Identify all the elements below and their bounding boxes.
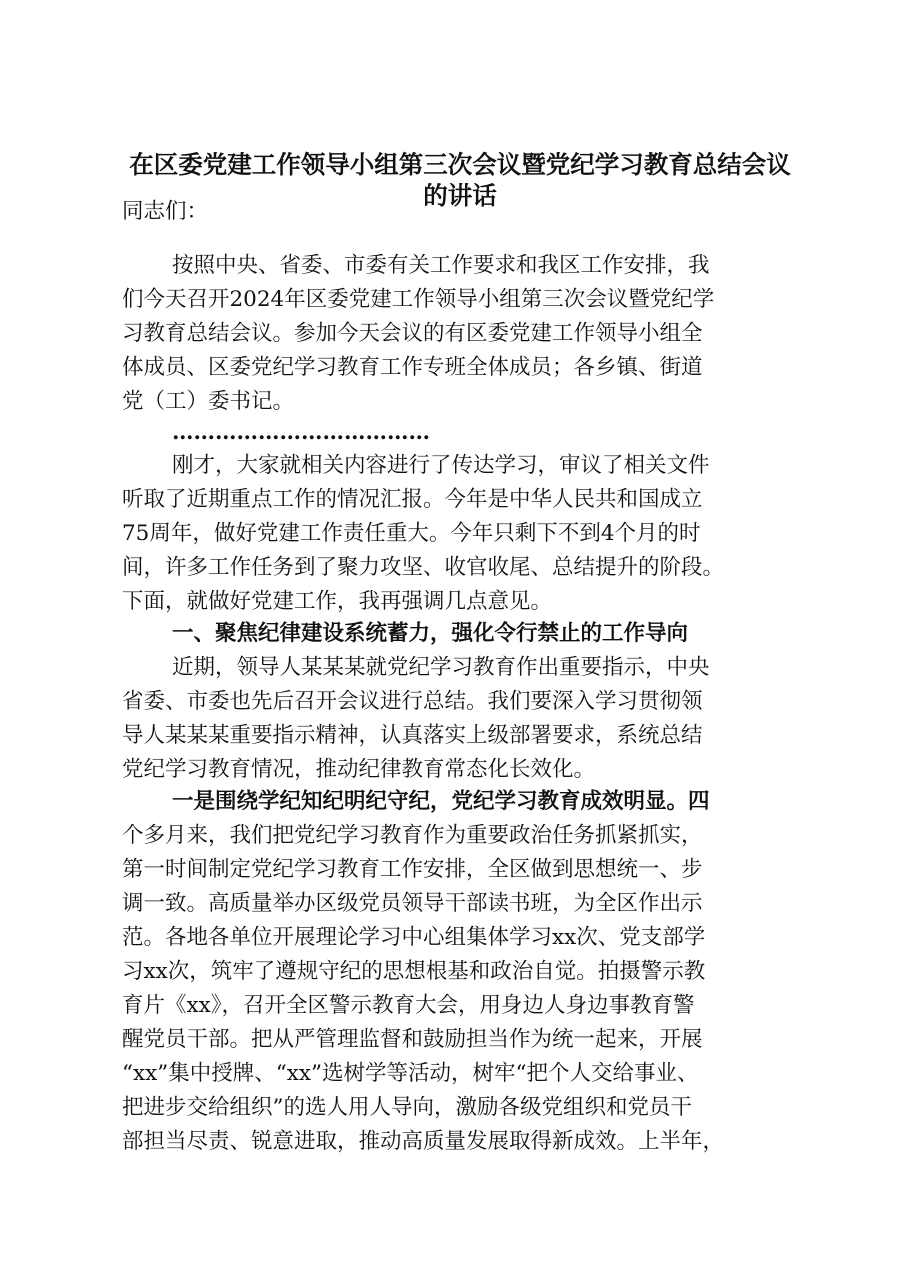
paragraph-line: 第一时间制定党纪学习教育工作安排，全区做到思想统一、步 (122, 857, 703, 882)
paragraph-line: 范。各地各单位开展理论学习中心组集体学习xx次、党支部学 (122, 925, 706, 950)
paragraph-line: 育片《xx》，召开全区警示教育大会，用身边人身边事教育警 (122, 993, 695, 1018)
paragraph-line: 刚才，大家就相关内容进行了传达学习，审议了相关文件 (172, 453, 710, 478)
paragraph-line: 75周年，做好党建工作责任重大。今年只剩下不到4个月的时 (122, 521, 701, 546)
paragraph-line: 听取了近期重点工作的情况汇报。今年是中华人民共和国成立 (122, 487, 703, 512)
paragraph-line: 调一致。高质量举办区级党员领导干部读书班，为全区作出示 (122, 891, 703, 916)
section-heading: 一、聚焦纪律建设系统蓄力，强化令行禁止的工作导向 (172, 621, 689, 646)
paragraph-line: “xx”集中授牌、“xx”选树学等活动，树牢“把个人交给事业、 (122, 1061, 699, 1086)
salutation: 同志们： (122, 199, 209, 224)
ellipsis-separator: ……………………………… (172, 420, 430, 445)
document-title-line-2: 的讲话 (423, 181, 497, 210)
paragraph-line: 省委、市委也先后召开会议进行总结。我们要深入学习贯彻领 (122, 689, 703, 714)
paragraph-line: 个多月来，我们把党纪学习教育作为重要政治任务抓紧抓实， (122, 823, 703, 848)
paragraph-line: 按照中央、省委、市委有关工作要求和我区工作安排，我 (172, 253, 710, 278)
paragraph-line: 导人某某某重要指示精神，认真落实上级部署要求，系统总结 (122, 723, 703, 748)
paragraph-line: 体成员、区委党纪学习教育工作专班全体成员；各乡镇、街道 (122, 355, 703, 380)
document-title-line-1: 在区委党建工作领导小组第三次会议暨党纪学习教育总结会议 (129, 150, 791, 179)
paragraph-line: 把进步交给组织”的选人用人导向，激励各级党组织和党员干 (122, 1095, 692, 1120)
paragraph-line: 习xx次，筑牢了遵规守纪的思想根基和政治自觉。拍摄警示教 (122, 959, 706, 984)
paragraph-line: 醒党员干部。把从严管理监督和鼓励担当作为统一起来，开展 (122, 1027, 703, 1052)
paragraph-line: 们今天召开2024年区委党建工作领导小组第三次会议暨党纪学 (122, 287, 715, 312)
paragraph-line: 下面，就做好党建工作，我再强调几点意见。 (122, 589, 553, 614)
paragraph-line: 党纪学习教育情况，推动纪律教育常态化长效化。 (122, 757, 596, 782)
paragraph-line: 间，许多工作任务到了聚力攻坚、收官收尾、总结提升的阶段。 (122, 555, 725, 580)
paragraph-line: 党（工）委书记。 (122, 389, 295, 414)
paragraph-line: 部担当尽责、锐意进取，推动高质量发展取得新成效。上半年， (122, 1129, 725, 1154)
paragraph-line: 近期，领导人某某某就党纪学习教育作出重要指示，中央 (172, 655, 710, 680)
paragraph-line: 习教育总结会议。参加今天会议的有区委党建工作领导小组全 (122, 321, 703, 346)
subsection-lead: 一是围绕学纪知纪明纪守纪，党纪学习教育成效明显。四 (172, 789, 710, 814)
